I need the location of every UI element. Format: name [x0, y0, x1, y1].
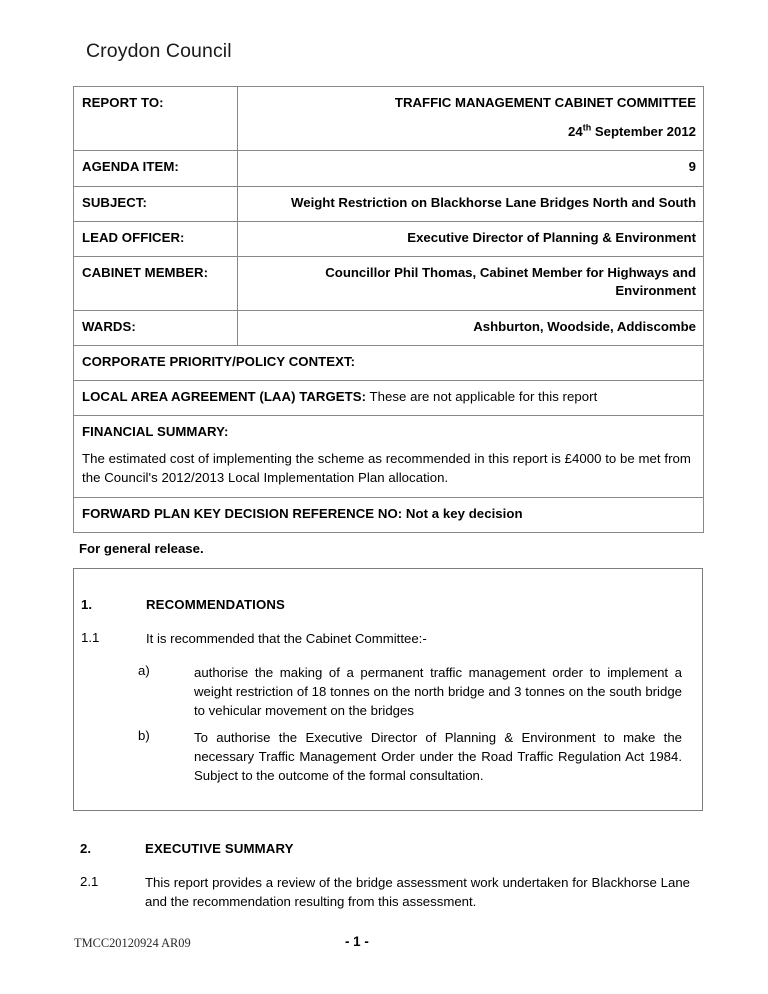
table-row-laa-targets [74, 380, 704, 415]
label-financial-summary: FINANCIAL SUMMARY: [82, 424, 229, 440]
table-row-wards [74, 310, 704, 345]
label-cabinet-member: CABINET MEMBER: [74, 257, 238, 310]
date-rest: September 2012 [591, 124, 696, 140]
general-release-note: For general release. [79, 541, 204, 556]
label-lead-officer: LEAD OFFICER: [74, 221, 238, 256]
list-marker-a: a) [138, 663, 150, 678]
laa-targets-cell [74, 380, 704, 415]
paragraph-number-1-1: 1.1 [81, 630, 100, 645]
list-text-b: To authorise the Executive Director of Planning & Environment to make the necessary Traffic Management Order under the Road Traffic Regulation Act 1984. Subject to the outcome of the formal consultation. [194, 730, 682, 783]
footer-page-number: - 1 - [345, 934, 369, 949]
label-forward-plan: FORWARD PLAN KEY DECISION REFERENCE NO: [82, 505, 403, 521]
label-report-to: REPORT TO: [74, 87, 238, 151]
table-row-corporate-priority [74, 345, 704, 380]
label-wards: WARDS: [74, 310, 238, 345]
paragraph-number-2-1: 2.1 [80, 874, 99, 889]
paragraph-text-1-1: It is recommended that the Cabinet Committee:- [146, 631, 427, 646]
section-title-recommendations: RECOMMENDATIONS [146, 597, 286, 612]
value-lead-officer: Executive Director of Planning & Environment [238, 221, 704, 256]
list-text-a: authorise the making of a permanent traffic management order to implement a weight restriction of 18 tonnes on the north bridge and 3 tonnes on the south bridge to vehicular movement on the bridges [194, 665, 682, 718]
financial-summary-cell [74, 416, 704, 498]
table-row-cabinet-member [74, 257, 704, 310]
table-row-agenda-item [74, 151, 704, 186]
table-row-report-to [74, 87, 704, 151]
forward-plan-cell [74, 497, 704, 532]
report-header-table [73, 86, 704, 533]
section-title-executive-summary: EXECUTIVE SUMMARY [145, 841, 294, 856]
value-financial-summary: The estimated cost of implementing the scheme as recommended in this report is £4000 to be met from the Council's 2012/2013 Local Implementation Plan allocation. [82, 451, 691, 486]
date-day: 24 [568, 124, 583, 140]
recommendations-box [73, 568, 703, 811]
table-row-subject [74, 186, 704, 221]
footer-reference: TMCC20120924 AR09 [74, 936, 191, 950]
table-row-financial-summary [74, 416, 704, 498]
section-number-1: 1. [81, 597, 92, 612]
section-number-2: 2. [80, 841, 91, 856]
label-laa-targets: LOCAL AREA AGREEMENT (LAA) TARGETS: [82, 388, 367, 404]
council-masthead: Croydon Council [86, 40, 232, 62]
value-forward-plan: Not a key decision [402, 505, 523, 521]
value-wards: Ashburton, Woodside, Addiscombe [238, 310, 704, 345]
value-cabinet-member: Councillor Phil Thomas, Cabinet Member for Highways and Environment [238, 257, 704, 310]
list-marker-b: b) [138, 728, 150, 743]
value-report-date [246, 123, 696, 141]
paragraph-text-2-1: This report provides a review of the bridge assessment work undertaken for Blackhorse Lane and the recommendation resulting from this assessment. [145, 875, 690, 909]
value-report-to [238, 87, 704, 151]
value-subject: Weight Restriction on Blackhorse Lane Bridges North and South [238, 186, 704, 221]
table-row-forward-plan [74, 497, 704, 532]
table-row-lead-officer [74, 221, 704, 256]
value-agenda-item: 9 [238, 151, 704, 186]
label-agenda-item: AGENDA ITEM: [74, 151, 238, 186]
value-report-to-line1: TRAFFIC MANAGEMENT CABINET COMMITTEE [394, 95, 696, 110]
value-laa-targets: These are not applicable for this report [366, 388, 598, 404]
date-ordinal: th [582, 122, 592, 133]
label-subject: SUBJECT: [74, 186, 238, 221]
label-corporate-priority: CORPORATE PRIORITY/POLICY CONTEXT: [74, 345, 704, 380]
